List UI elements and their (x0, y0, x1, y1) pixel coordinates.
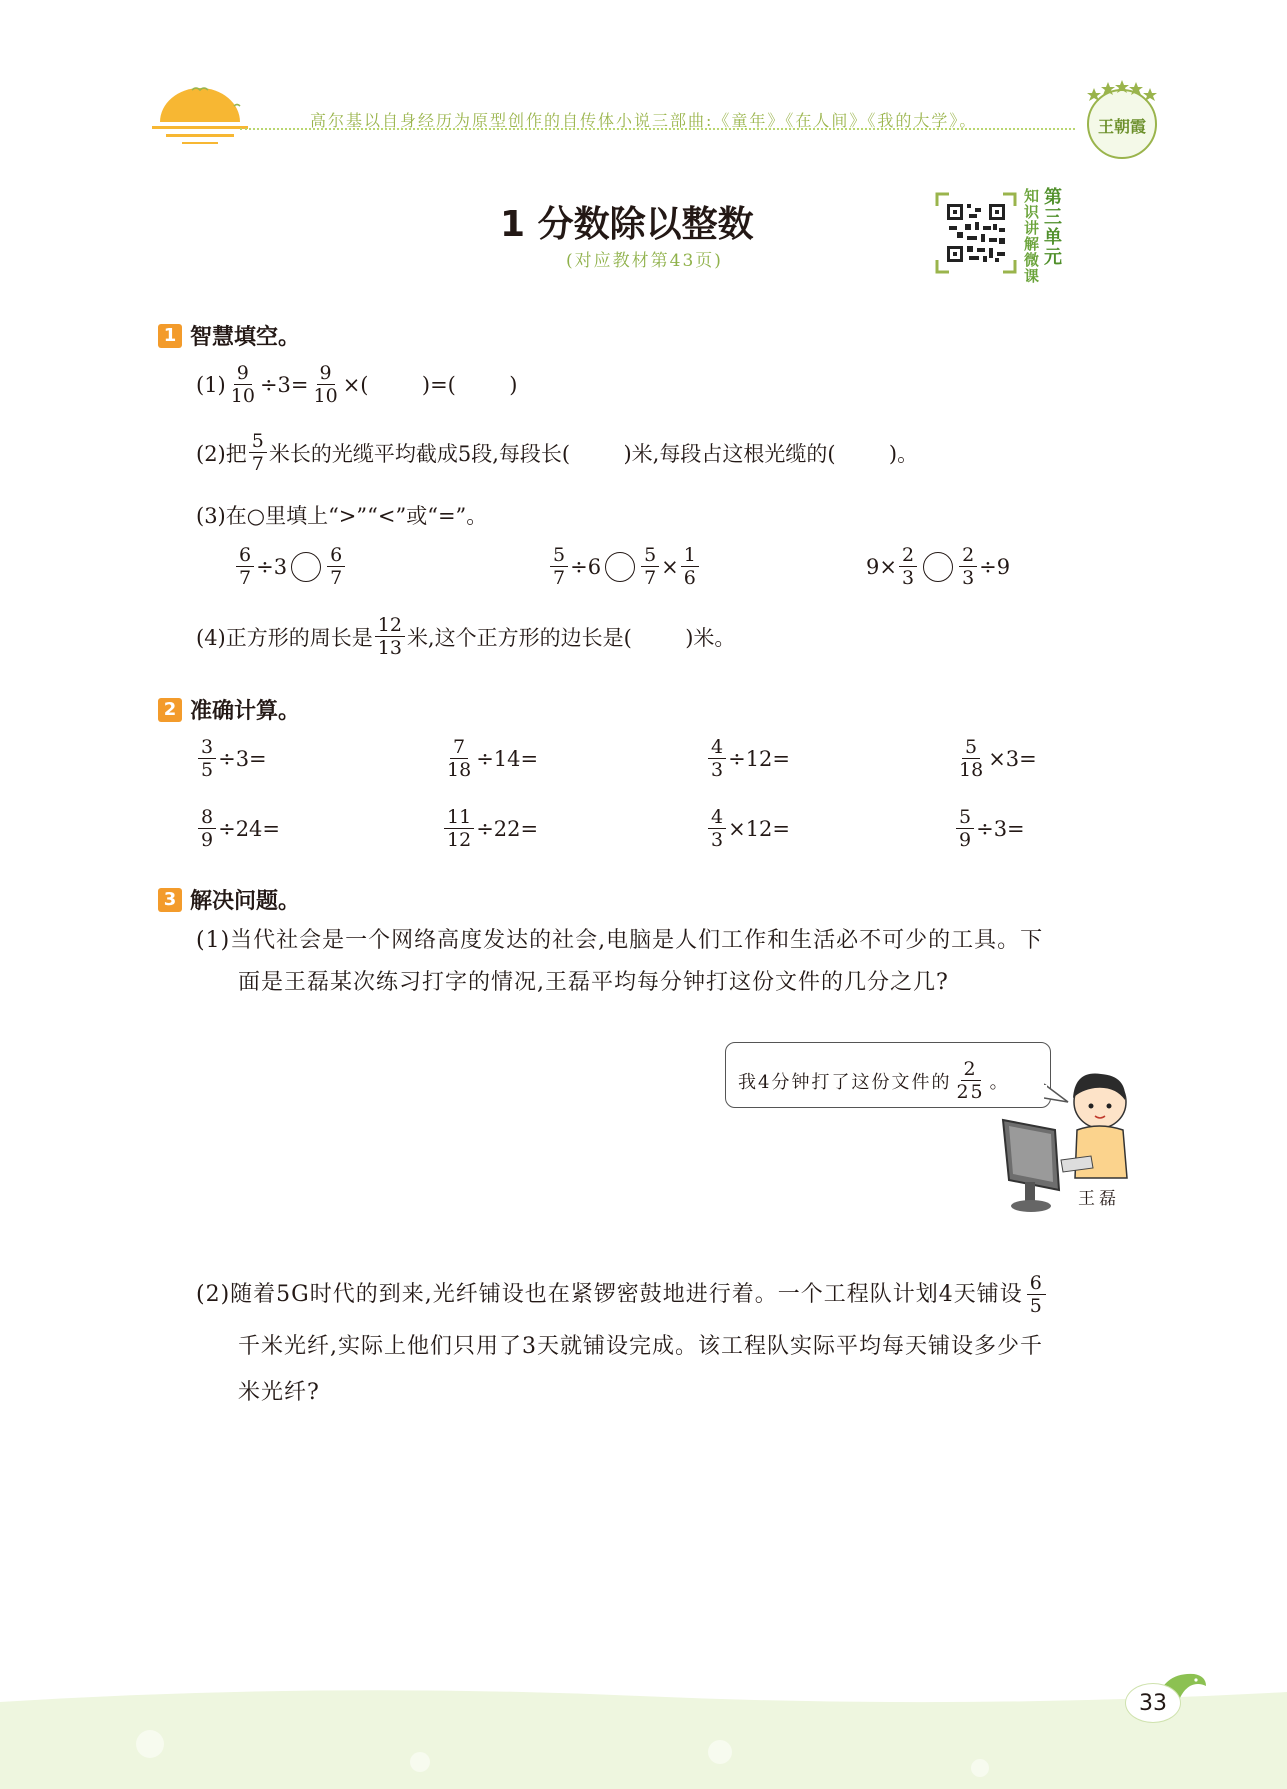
fraction: $\frac{6}{7}$ (236, 544, 254, 589)
calc-item[interactable]: $\frac{5}{18}$ ×3= (959, 736, 1037, 781)
compare-circle[interactable] (291, 552, 321, 582)
answer-blanks[interactable]: ×( )=( ) (342, 372, 518, 397)
sunset-icon (152, 80, 248, 150)
page-number: 33 (1125, 1683, 1181, 1723)
operator: ÷6 (570, 554, 602, 579)
calc-item[interactable]: $\frac{4}{3}$ ×12= (706, 806, 790, 851)
fraction: $\frac{2}{25}$ (956, 1058, 985, 1103)
fraction: $\frac{6}{7}$ (327, 544, 345, 589)
fraction: $\frac{5}{7}$ (550, 544, 568, 589)
side-char: 识 (1024, 203, 1040, 221)
fraction: $\frac{5}{7}$ (641, 544, 659, 589)
section-title: 智慧填空。 (190, 325, 301, 350)
problem-1-line1: (1)当代社会是一个网络高度发达的社会,电脑是人们工作和生活必不可少的工具。下 (196, 928, 1044, 953)
section-2-header (158, 694, 300, 725)
fraction: $\frac{5}{7}$ (249, 430, 267, 475)
compare-circle[interactable] (923, 552, 953, 582)
section-title: 准确计算。 (190, 699, 301, 724)
operator: 9× (866, 554, 897, 579)
side-char: 知 (1024, 187, 1040, 205)
section-3-header (158, 884, 300, 915)
fraction: $\frac{1}{6}$ (681, 544, 699, 589)
question-1-1 (196, 362, 517, 407)
fraction: $\frac{2}{3}$ (899, 544, 917, 589)
fraction: $\frac{9}{10}$ (313, 362, 338, 407)
compare-b (548, 544, 701, 589)
calc-item[interactable]: $\frac{8}{9}$ ÷24= (196, 806, 280, 851)
compare-a (234, 544, 347, 589)
calc-item[interactable]: $\frac{4}{3}$ ÷12= (706, 736, 790, 781)
section-1-header (158, 320, 300, 351)
fraction: $\frac{2}{3}$ (959, 544, 977, 589)
answer-blanks[interactable]: 米,这个正方形的边长是( )米。 (406, 625, 736, 650)
question-1-4 (196, 614, 735, 659)
problem-2-line3: 米光纤? (238, 1380, 320, 1405)
section-number: 2 (158, 698, 182, 722)
problem-1-line2: 面是王磊某次练习打字的情况,王磊平均每分钟打这份文件的几分之几? (238, 970, 949, 995)
brand-logo (1080, 76, 1164, 166)
side-char: 单 (1044, 227, 1062, 248)
answer-blanks[interactable]: 米长的光缆平均截成5段,每段长( )米,每段占这根光缆的( )。 (268, 441, 919, 466)
logo-text: 王朝霞 (1097, 117, 1147, 136)
q-label: (4)正方形的周长是 (196, 625, 373, 650)
fraction: $\frac{9}{10}$ (230, 362, 255, 407)
operator: ÷9 (979, 554, 1011, 579)
lesson-subtitle: (对应教材第43页) (566, 251, 723, 271)
question-1-2 (196, 430, 918, 475)
fraction: $\frac{6}{5}$ (1027, 1272, 1046, 1317)
side-char: 解 (1024, 235, 1040, 253)
bubble-post: 。 (989, 1071, 1010, 1093)
lesson-title: 1 分数除以整数 (500, 204, 754, 245)
qr-code-icon[interactable] (935, 192, 1017, 274)
calc-item[interactable]: $\frac{3}{5}$ ÷3= (196, 736, 267, 781)
footer-decoration (0, 1682, 1287, 1789)
bubble-text (738, 1058, 1010, 1103)
problem-2-line2: 千米光纤,实际上他们只用了3天就铺设完成。该工程队实际平均每天铺设多少千 (238, 1334, 1043, 1359)
side-char: 课 (1024, 267, 1040, 285)
bubble-pre: 我4分钟打了这份文件的 (738, 1071, 952, 1093)
q-label: (2)把 (196, 441, 247, 466)
section-number: 3 (158, 888, 182, 912)
compare-c (866, 544, 1010, 589)
operator: ÷3= (259, 372, 309, 397)
character-name: 王磊 (1078, 1189, 1120, 1209)
operator: × (661, 554, 679, 579)
side-char: 第 (1044, 187, 1062, 208)
question-1-3-prompt: (3)在○里填上“>”“<”或“=”。 (196, 504, 488, 528)
problem-2-line1: (2)随着5G时代的到来,光纤铺设也在紧锣密鼓地进行着。一个工程队计划4天铺设 $\frac{6}{5}$ (196, 1272, 1048, 1317)
operator: ÷3 (256, 554, 288, 579)
side-char: 三 (1044, 207, 1062, 228)
qr-side-label (1024, 188, 1070, 288)
q-label: (1) (196, 372, 226, 397)
boy-at-computer-illustration (995, 1060, 1145, 1220)
fraction: $\frac{12}{13}$ (375, 614, 405, 659)
section-number: 1 (158, 324, 182, 348)
compare-circle[interactable] (605, 552, 635, 582)
side-char: 讲 (1024, 219, 1040, 237)
calc-item[interactable]: $\frac{5}{9}$ ÷3= (954, 806, 1025, 851)
header-quote: 高尔基以自身经历为原型创作的自传体小说三部曲:《童年》《在人间》《我的大学》。 (310, 111, 978, 130)
section-title: 解决问题。 (190, 889, 301, 914)
calc-item[interactable]: $\frac{11}{12}$ ÷22= (442, 806, 538, 851)
calc-item[interactable]: $\frac{7}{18}$ ÷14= (447, 736, 539, 781)
side-char: 微 (1024, 251, 1040, 269)
side-char: 元 (1044, 247, 1062, 268)
